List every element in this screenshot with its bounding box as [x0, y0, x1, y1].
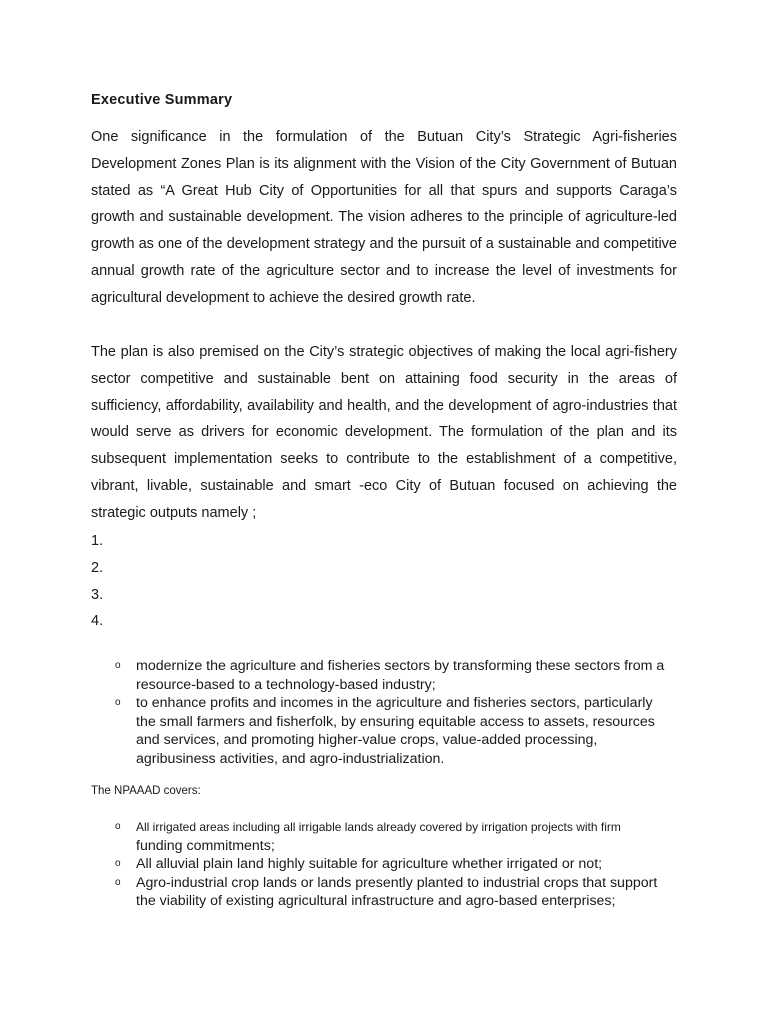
- bullet-marker: o: [115, 858, 121, 869]
- document-page: [91, 0, 677, 1024]
- bullet-text: to enhance profits and incomes in the agriculture and fisheries sectors, particularly the small farmers and fisherfolk, by ensuring equitable access to assets, resources and services, and promoting higher-value crops, value-added processing, agribusiness activities, and agro-industrialization.: [136, 695, 655, 767]
- objectives-bullet-list: [115, 657, 675, 768]
- bullet-text: Agro-industrial crop lands or lands presently planted to industrial crops that support the viability of existing agricultural infrastructure and agro-based enterprises;: [136, 874, 658, 909]
- bullet-marker: o: [115, 697, 121, 708]
- list-item: [115, 657, 675, 694]
- list-item: [115, 874, 675, 911]
- bullet-marker: o: [115, 660, 121, 671]
- paragraph-objectives: The plan is also premised on the City’s strategic objectives of making the local agri-fishery sector competitive and sustainable bent on attaining food security in the areas of sufficiency, affordability, availability and health, and the development of agro-industries that would serve as drivers for economic development. The formulation of the plan and its subsequent implementation seeks to contribute to the establishment of a competitive, vibrant, livable, sustainable and smart -eco City of Butuan focused on achieving the strategic outputs namely ;: [91, 344, 677, 521]
- list-item: 3.: [91, 586, 104, 603]
- covers-label: The NPAAAD covers:: [91, 785, 201, 797]
- document-title: Executive Summary: [91, 92, 233, 108]
- bullet-marker: o: [115, 821, 121, 832]
- list-item: 2.: [91, 559, 104, 576]
- covers-bullet-list: [115, 818, 675, 911]
- paragraph-vision: One significance in the formulation of the Butuan City’s Strategic Agri-fisheries Development Zones Plan is its alignment with the Vision of the City Government of Butuan stated as “A Great Hub City of Opportunities for all that spurs and supports Caraga’s growth and sustainable development. The vision adheres to the principle of agriculture-led growth as one of the development strategy and the pursuit of a sustainable and competitive annual growth rate of the agriculture sector and to increase the level of investments for agricultural development to achieve the desired growth rate.: [91, 129, 677, 306]
- list-item: [115, 818, 675, 855]
- bullet-text: All alluvial plain land highly suitable for agriculture whether irrigated or not;: [136, 856, 603, 872]
- list-item: [115, 694, 675, 768]
- list-item: [115, 855, 675, 874]
- list-item: 1.: [91, 533, 104, 549]
- bullet-marker: o: [115, 876, 121, 888]
- list-item: 4.: [91, 613, 104, 630]
- bullet-text: funding commitments;: [136, 837, 275, 854]
- numbered-list: [91, 528, 103, 635]
- bullet-text-small: All irrigated areas including all irrigable lands already covered by irrigation projects with firm: [136, 820, 621, 834]
- bullet-text: modernize the agriculture and fisheries sectors by transforming these sectors from a resource-based to a technology-based industry;: [136, 658, 665, 693]
